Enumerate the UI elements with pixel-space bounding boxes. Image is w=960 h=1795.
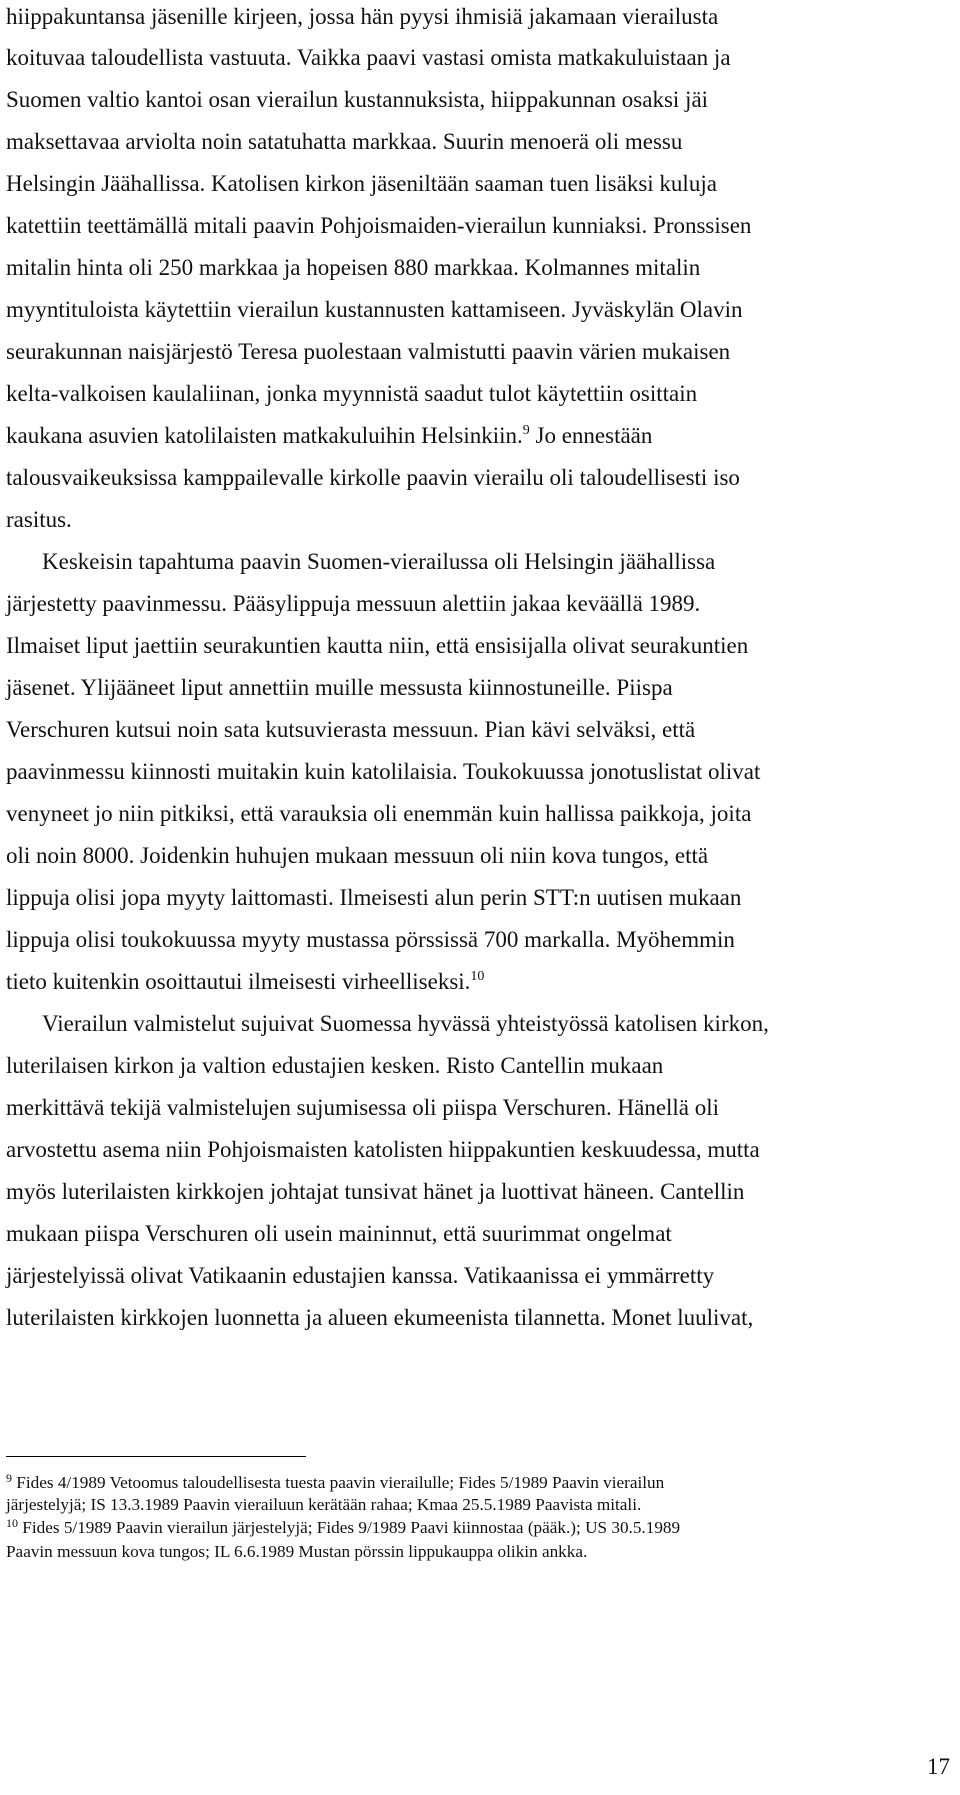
footnote-10-continued: Paavin messuun kova tungos; IL 6.6.1989 Mustan pörssin lippukauppa olikin ankka. [6, 1542, 588, 1561]
text-line: Keskeisin tapahtuma paavin Suomen-vierailussa oli Helsingin jäähallissa [42, 549, 716, 574]
text-segment: Jo ennestään [535, 423, 653, 448]
text-line: mitalin hinta oli 250 markkaa ja hopeisen 880 markkaa. Kolmannes mitalin [6, 255, 701, 280]
text-line: luterilaisten kirkkojen luonnetta ja alueen ekumeenista tilannetta. Monet luulivat, [6, 1305, 754, 1330]
footnote-10 [6, 1517, 680, 1539]
text-line: arvostettu asema niin Pohjoismaisten katolisten hiippakuntien keskuudessa, mutta [6, 1137, 760, 1162]
text-segment: tieto kuitenkin osoittautui ilmeisesti virheelliseksi. [6, 969, 471, 994]
text-line: merkittävä tekijä valmistelujen sujumisessa oli piispa Verschuren. Hänellä oli [6, 1095, 720, 1120]
footnote-9-continued: järjestelyjä; IS 13.3.1989 Paavin vierailuun kerätään rahaa; Kmaa 25.5.1989 Paavista mitali. [6, 1495, 642, 1514]
text-line: hiippakuntansa jäsenille kirjeen, jossa hän pyysi ihmisiä jakamaan vierailusta [6, 4, 719, 29]
footnote-text: Fides 4/1989 Vetoomus taloudellisesta tuesta paavin vierailulle; Fides 5/1989 Paavin vierailun [16, 1473, 665, 1492]
text-line: talousvaikeuksissa kamppailevalle kirkolle paavin vierailu oli taloudellisesti iso [6, 465, 740, 490]
footnote-ref-10: 10 [470, 969, 485, 984]
text-line: katettiin teettämällä mitali paavin Pohjoismaiden-vierailun kunniaksi. Pronssisen [6, 213, 752, 238]
text-line: maksettavaa arviolta noin satatuhatta markkaa. Suurin menoerä oli messu [6, 129, 683, 154]
text-line: venyneet jo niin pitkiksi, että varauksia oli enemmän kuin hallissa paikkoja, joita [6, 801, 752, 826]
text-line: järjestetty paavinmessu. Pääsylippuja messuun alettiin jakaa keväällä 1989. [6, 591, 701, 616]
text-line: rasitus. [6, 507, 72, 532]
text-line: mukaan piispa Verschuren oli usein maininnut, että suurimmat ongelmat [6, 1221, 672, 1246]
text-line: Vierailun valmistelut sujuivat Suomessa hyvässä yhteistyössä katolisen kirkon, [42, 1011, 769, 1036]
footnote-9 [6, 1472, 664, 1494]
text-line: seurakunnan naisjärjestö Teresa puolestaan valmistutti paavin värien mukaisen [6, 339, 731, 364]
text-line: Helsingin Jäähallissa. Katolisen kirkon jäseniltään saaman tuen lisäksi kuluja [6, 171, 717, 196]
text-line: lippuja olisi toukokuussa myyty mustassa pörssissä 700 markalla. Myöhemmin [6, 927, 735, 952]
text-line: lippuja olisi jopa myyty laittomasti. Ilmeisesti alun perin STT:n uutisen mukaan [6, 885, 742, 910]
text-line: Verschuren kutsui noin sata kutsuvierasta messuun. Pian kävi selväksi, että [6, 717, 696, 742]
footnote-mark: 10 [6, 1516, 18, 1530]
text-line: kelta-valkoisen kaulaliinan, jonka myynnistä saadut tulot käytettiin osittain [6, 381, 698, 406]
footnote-ref-9: 9 [522, 423, 530, 438]
text-line: Ilmaiset liput jaettiin seurakuntien kautta niin, että ensisijalla olivat seurakuntien [6, 633, 749, 658]
text-line: jäsenet. Ylijääneet liput annettiin muille messusta kiinnostuneille. Piispa [6, 675, 673, 700]
text-line: myös luterilaisten kirkkojen johtajat tunsivat hänet ja luottivat häneen. Cantellin [6, 1179, 745, 1204]
text-line: oli noin 8000. Joidenkin huhujen mukaan messuun oli niin kova tungos, että [6, 843, 709, 868]
footnote-separator [6, 1456, 306, 1457]
text-line: Suomen valtio kantoi osan vierailun kustannuksista, hiippakunnan osaksi jäi [6, 87, 709, 112]
text-line: luterilaisen kirkon ja valtion edustajien kesken. Risto Cantellin mukaan [6, 1053, 664, 1078]
footnote-mark: 9 [6, 1471, 12, 1485]
text-line: myyntituloista käytettiin vierailun kustannusten kattamiseen. Jyväskylän Olavin [6, 297, 743, 322]
page-number: 17 [927, 1754, 950, 1779]
footnote-text: Fides 5/1989 Paavin vierailun järjestelyjä; Fides 9/1989 Paavi kiinnostaa (pääk.); US 30.5.1989 [22, 1518, 681, 1537]
text-line [6, 967, 484, 997]
text-line: paavinmessu kiinnosti muitakin kuin katolilaisia. Toukokuussa jonotuslistat olivat [6, 759, 761, 784]
text-line: koituvaa taloudellista vastuuta. Vaikka paavi vastasi omista matkakuluistaan ja [6, 45, 731, 70]
text-segment: kaukana asuvien katolilaisten matkakuluihin Helsinkiin. [6, 423, 523, 448]
text-line: järjestelyissä olivat Vatikaanin edustajien kanssa. Vatikaanissa ei ymmärretty [6, 1263, 715, 1288]
text-line [6, 421, 652, 451]
